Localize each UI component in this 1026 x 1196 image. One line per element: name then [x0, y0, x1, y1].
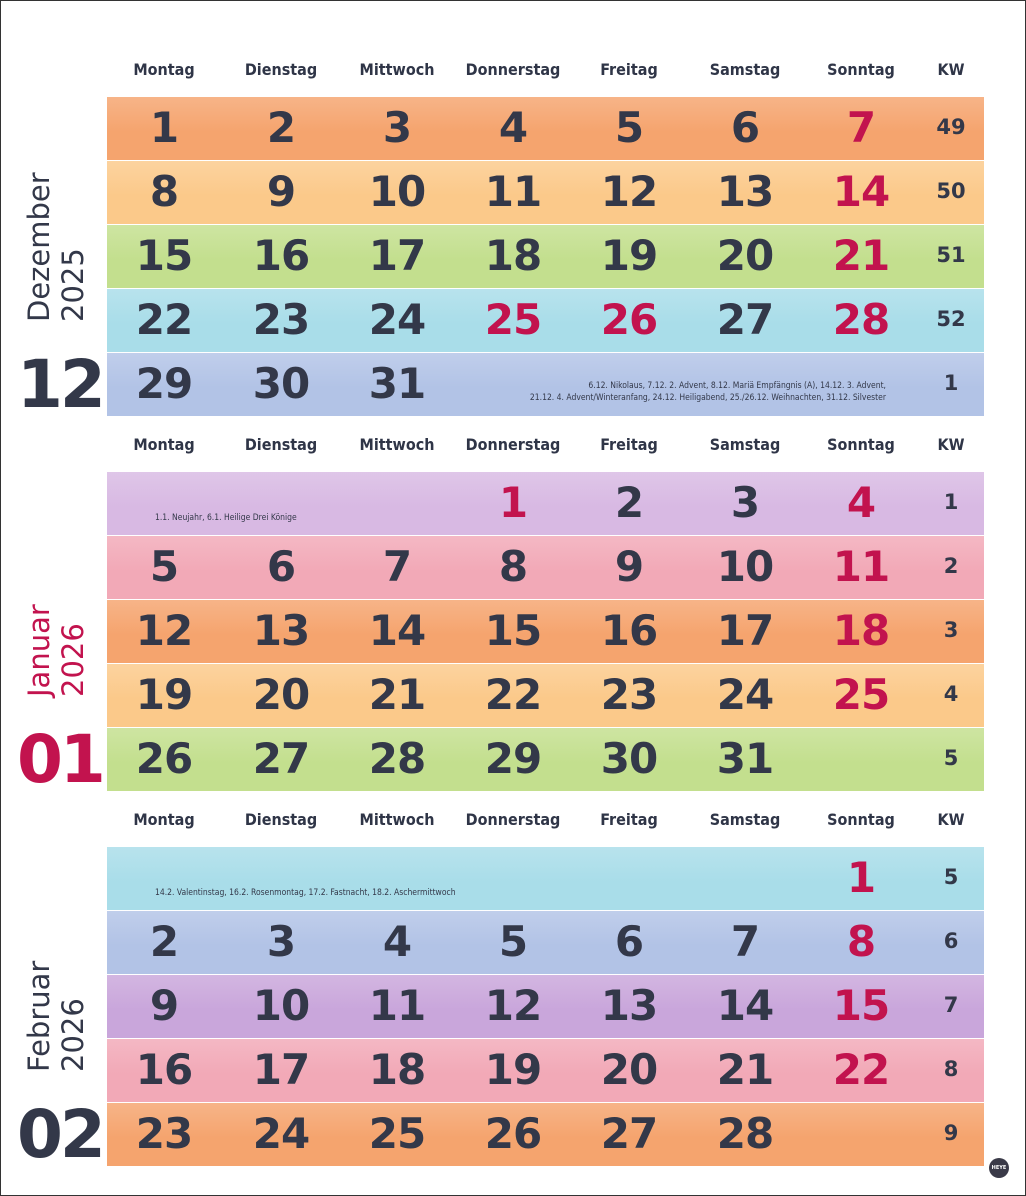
day-number: 12	[600, 167, 658, 216]
day-number: 31	[368, 359, 426, 408]
month-year: 2026	[56, 623, 90, 697]
day-number: 27	[252, 734, 310, 783]
day-number: 10	[716, 542, 774, 591]
day-number: 22	[484, 670, 542, 719]
calendar-week-number: 3	[943, 618, 959, 642]
day-number: 8	[149, 167, 179, 216]
day-number: 8	[846, 917, 876, 966]
day-number: 10	[252, 981, 310, 1030]
day-number: 28	[716, 1109, 774, 1158]
calendar-week-number: 7	[943, 993, 959, 1017]
day-number: 1	[846, 853, 876, 902]
week-row	[107, 536, 984, 600]
weekday-header: Dienstag	[244, 810, 318, 829]
calendar-week-number: 5	[943, 865, 959, 889]
day-number: 16	[135, 1045, 193, 1094]
day-number: 24	[716, 670, 774, 719]
calendar-week-number: 4	[943, 682, 959, 706]
day-number: 23	[252, 295, 310, 344]
week-row	[107, 847, 984, 911]
day-number: 5	[149, 542, 179, 591]
month-grid	[107, 847, 984, 1167]
weekday-header: Sonntag	[827, 60, 895, 79]
day-number: 13	[600, 981, 658, 1030]
holiday-note	[530, 380, 886, 404]
calendar-week-number: 49	[936, 115, 966, 139]
day-number: 26	[484, 1109, 542, 1158]
calendar-week-number: 8	[943, 1057, 959, 1081]
day-number: 2	[266, 103, 296, 152]
holiday-note-line: 21.12. 4. Advent/Winteranfang, 24.12. Heiligabend, 25./26.12. Weihnachten, 31.12. Silvester	[529, 393, 886, 403]
month-name: Januar	[22, 604, 56, 697]
day-number: 14	[832, 167, 890, 216]
day-number: 3	[730, 478, 760, 527]
day-number: 4	[498, 103, 528, 152]
weekday-header: Sonntag	[827, 435, 895, 454]
day-number: 24	[252, 1109, 310, 1158]
calendar-week-number: 1	[943, 490, 959, 514]
weekday-header: Donnerstag	[465, 60, 561, 79]
day-number: 5	[614, 103, 644, 152]
kw-header: KW	[937, 60, 965, 79]
day-number: 15	[484, 606, 542, 655]
day-number: 12	[484, 981, 542, 1030]
day-number: 9	[266, 167, 296, 216]
holiday-note-line: 1.1. Neujahr, 6.1. Heilige Drei Könige	[155, 513, 297, 523]
holiday-note-line: 6.12. Nikolaus, 7.12. 2. Advent, 8.12. Mariä Empfängnis (A), 14.12. 3. Advent,	[588, 381, 886, 391]
month-grid	[107, 97, 984, 417]
week-row	[107, 600, 984, 664]
publisher-logo: HEYE	[989, 1158, 1009, 1178]
month-number: 12	[17, 346, 103, 423]
day-number: 1	[149, 103, 179, 152]
day-number: 22	[832, 1045, 890, 1094]
month-number: 01	[17, 721, 103, 798]
day-number: 23	[135, 1109, 193, 1158]
day-number: 20	[600, 1045, 658, 1094]
day-number: 19	[135, 670, 193, 719]
weekday-header: Mittwoch	[359, 60, 435, 79]
day-number: 4	[382, 917, 412, 966]
day-number: 11	[368, 981, 426, 1030]
kw-header: KW	[937, 435, 965, 454]
weekday-header-row	[107, 810, 984, 840]
day-number: 16	[600, 606, 658, 655]
weekday-header: Dienstag	[244, 60, 318, 79]
calendar-week-number: 52	[936, 307, 966, 331]
calendar-week-number: 9	[943, 1121, 959, 1145]
day-number: 5	[498, 917, 528, 966]
week-row	[107, 1103, 984, 1167]
week-row	[107, 975, 984, 1039]
calendar-week-number: 5	[943, 746, 959, 770]
day-number: 18	[832, 606, 890, 655]
day-number: 27	[716, 295, 774, 344]
month-number: 02	[17, 1096, 103, 1173]
day-number: 25	[832, 670, 890, 719]
day-number: 20	[716, 231, 774, 280]
day-number: 19	[484, 1045, 542, 1094]
day-number: 6	[614, 917, 644, 966]
weekday-header: Dienstag	[244, 435, 318, 454]
day-number: 21	[368, 670, 426, 719]
day-number: 8	[498, 542, 528, 591]
weekday-header: Montag	[133, 60, 195, 79]
month-grid	[107, 472, 984, 792]
weekday-header: Samstag	[709, 60, 781, 79]
day-number: 25	[368, 1109, 426, 1158]
day-number: 17	[252, 1045, 310, 1094]
day-number: 24	[368, 295, 426, 344]
calendar-week-number: 51	[936, 243, 966, 267]
day-number: 6	[266, 542, 296, 591]
day-number: 11	[832, 542, 890, 591]
weekday-header-row	[107, 435, 984, 465]
day-number: 19	[600, 231, 658, 280]
day-number: 29	[484, 734, 542, 783]
day-number: 18	[368, 1045, 426, 1094]
month-name: Februar	[22, 960, 56, 1072]
weekday-header: Mittwoch	[359, 810, 435, 829]
month-year: 2026	[56, 998, 90, 1072]
day-number: 27	[600, 1109, 658, 1158]
day-number: 30	[252, 359, 310, 408]
weekday-header-row	[107, 60, 984, 90]
day-number: 15	[832, 981, 890, 1030]
month-name: Dezember	[22, 172, 56, 322]
day-number: 31	[716, 734, 774, 783]
weekday-header: Montag	[133, 435, 195, 454]
day-number: 26	[600, 295, 658, 344]
calendar-week-number: 2	[943, 554, 959, 578]
month-name-year	[22, 172, 90, 322]
calendar-week-number: 1	[943, 371, 959, 395]
day-number: 4	[846, 478, 876, 527]
week-row	[107, 911, 984, 975]
weekday-header: Sonntag	[827, 810, 895, 829]
day-number: 25	[484, 295, 542, 344]
day-number: 18	[484, 231, 542, 280]
day-number: 15	[135, 231, 193, 280]
day-number: 30	[600, 734, 658, 783]
day-number: 23	[600, 670, 658, 719]
weekday-header: Montag	[133, 810, 195, 829]
day-number: 14	[716, 981, 774, 1030]
week-row	[107, 161, 984, 225]
day-number: 20	[252, 670, 310, 719]
day-number: 10	[368, 167, 426, 216]
weekday-header: Freitag	[600, 810, 658, 829]
day-number: 28	[832, 295, 890, 344]
day-number: 1	[498, 478, 528, 527]
day-number: 17	[368, 231, 426, 280]
holiday-note	[155, 512, 297, 524]
day-number: 22	[135, 295, 193, 344]
day-number: 6	[730, 103, 760, 152]
calendar-week-number: 6	[943, 929, 959, 953]
weekday-header: Freitag	[600, 435, 658, 454]
day-number: 13	[716, 167, 774, 216]
calendar-week-number: 50	[936, 179, 966, 203]
month-year: 2025	[56, 248, 90, 322]
day-number: 21	[716, 1045, 774, 1094]
week-row	[107, 664, 984, 728]
week-row	[107, 225, 984, 289]
day-number: 3	[266, 917, 296, 966]
weekday-header: Mittwoch	[359, 435, 435, 454]
day-number: 11	[484, 167, 542, 216]
month-name-year	[22, 604, 90, 697]
holiday-note	[155, 887, 456, 899]
day-number: 9	[614, 542, 644, 591]
day-number: 2	[614, 478, 644, 527]
weekday-header: Donnerstag	[465, 435, 561, 454]
day-number: 3	[382, 103, 412, 152]
weekday-header: Freitag	[600, 60, 658, 79]
day-number: 12	[135, 606, 193, 655]
day-number: 16	[252, 231, 310, 280]
holiday-note-line: 14.2. Valentinstag, 16.2. Rosenmontag, 17.2. Fastnacht, 18.2. Aschermittwoch	[155, 888, 456, 898]
week-row	[107, 728, 984, 792]
weekday-header: Donnerstag	[465, 810, 561, 829]
weekday-header: Samstag	[709, 810, 781, 829]
day-number: 17	[716, 606, 774, 655]
weekday-header: Samstag	[709, 435, 781, 454]
day-number: 2	[149, 917, 179, 966]
day-number: 7	[846, 103, 876, 152]
week-row	[107, 289, 984, 353]
day-number: 7	[730, 917, 760, 966]
week-row	[107, 1039, 984, 1103]
day-number: 28	[368, 734, 426, 783]
week-row	[107, 97, 984, 161]
week-row	[107, 353, 984, 417]
kw-header: KW	[937, 810, 965, 829]
day-number: 9	[149, 981, 179, 1030]
day-number: 21	[832, 231, 890, 280]
day-number: 13	[252, 606, 310, 655]
day-number: 26	[135, 734, 193, 783]
week-row	[107, 472, 984, 536]
day-number: 7	[382, 542, 412, 591]
month-name-year	[22, 961, 90, 1072]
day-number: 29	[135, 359, 193, 408]
day-number: 14	[368, 606, 426, 655]
